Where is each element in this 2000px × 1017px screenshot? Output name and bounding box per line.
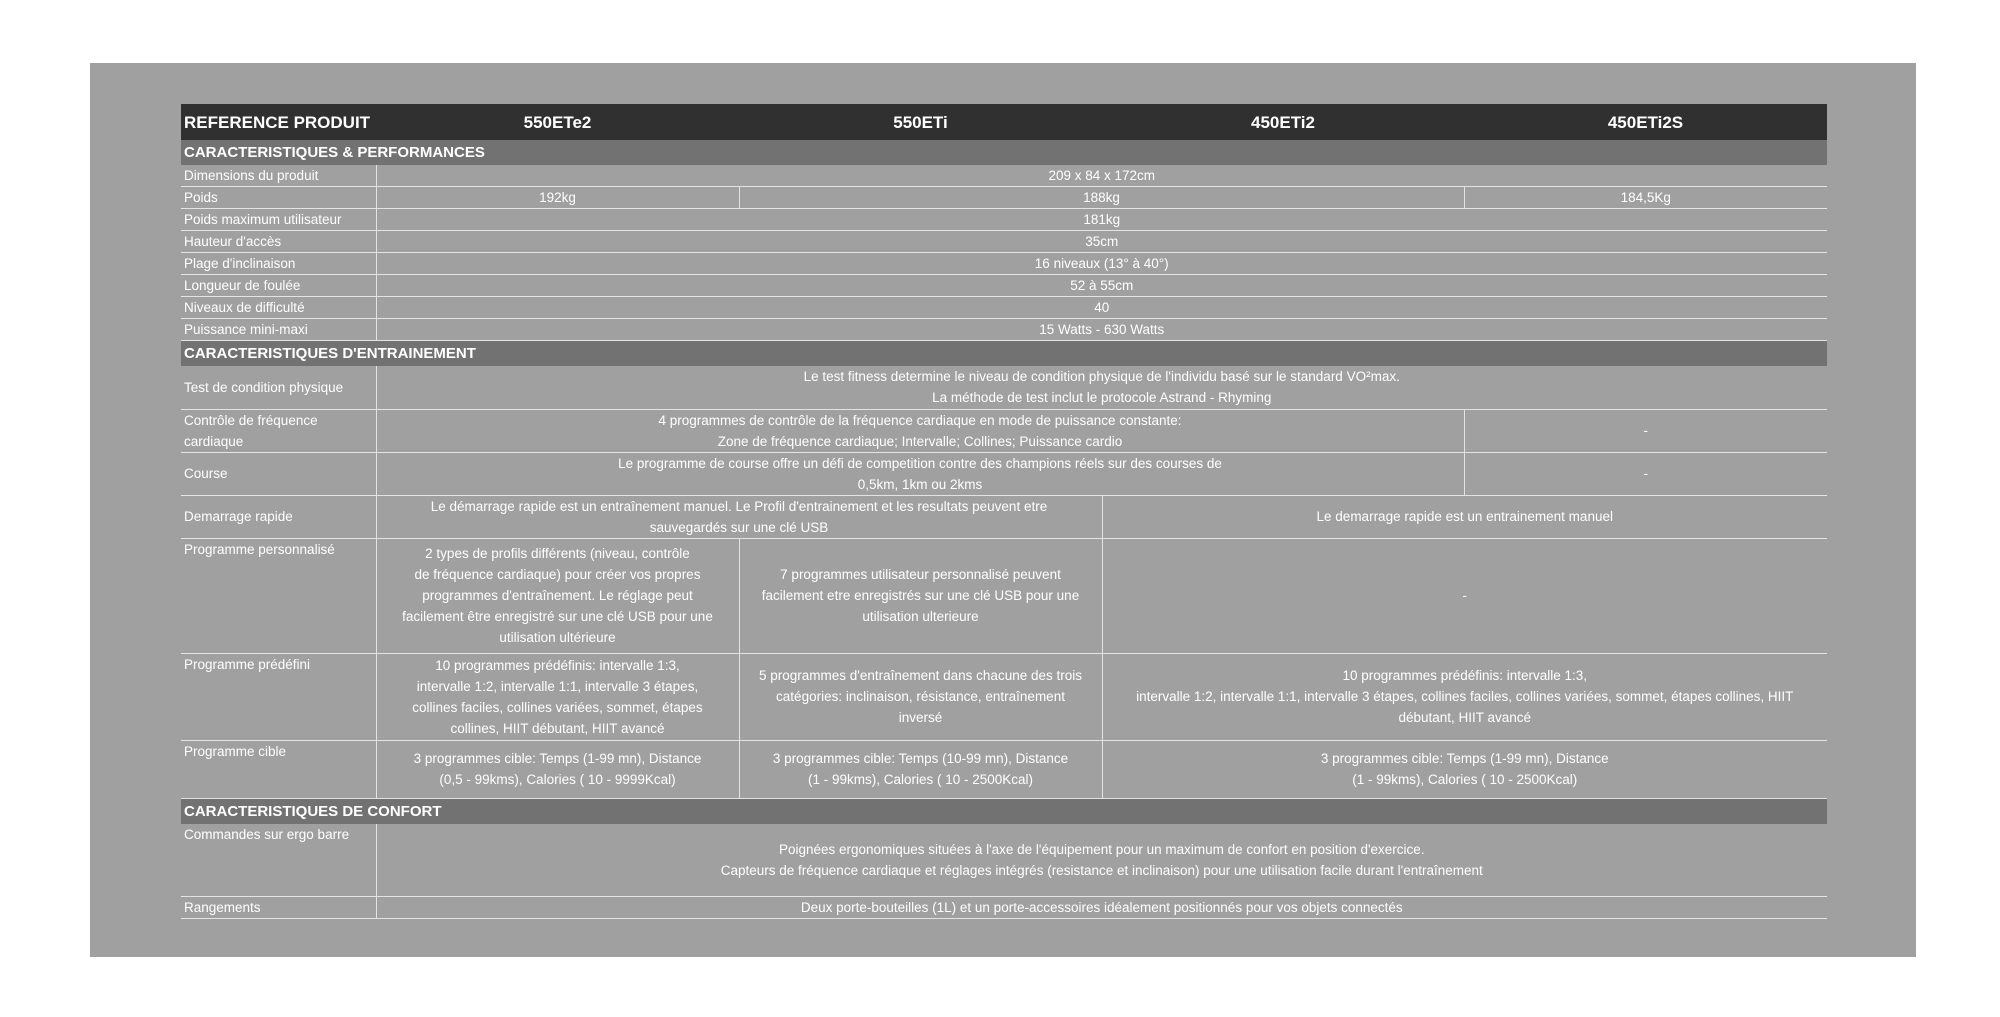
text-line: 10 programmes prédéfinis: intervalle 1:3, — [435, 657, 680, 673]
text-line: programmes d'entraînement. Le réglage peut — [422, 588, 693, 603]
row-value: 188kg — [739, 187, 1464, 209]
row-value — [376, 740, 739, 798]
table-row — [181, 452, 1827, 495]
row-value: 192kg — [376, 187, 739, 209]
reference-header: REFERENCE PRODUIT — [181, 104, 376, 140]
section-performances — [181, 140, 1827, 165]
text-line: utilisation ulterieure — [862, 609, 979, 624]
row-value: 184,5Kg — [1464, 187, 1827, 209]
row-value: 15 Watts - 630 Watts — [376, 319, 1827, 341]
section-title: CARACTERISTIQUES D'ENTRAINEMENT — [181, 341, 1827, 367]
row-label: Commandes sur ergo barre — [181, 824, 376, 897]
text-line: utilisation ultérieure — [499, 630, 616, 645]
text-line: 10 programmes prédéfinis: intervalle 1:3, — [1342, 668, 1588, 683]
text-line: catégories: inclinaison, résistance, entraînement — [776, 689, 1065, 704]
row-value — [376, 366, 1827, 409]
text-line: facilement être enregistré sur une clé USB pour une — [402, 609, 713, 624]
row-value: Le demarrage rapide est un entrainement manuel — [1102, 495, 1827, 538]
model-450eti2s: 450ETi2S — [1464, 104, 1827, 140]
text-line: 0,5km, 1km ou 2kms — [857, 476, 983, 492]
text-line: 3 programmes cible: Temps (1-99 mn), Distance — [1320, 751, 1609, 766]
row-value: 181kg — [376, 209, 1827, 231]
table-row — [181, 231, 1827, 253]
text-line: Le programme de course offre un défi de competition contre des champions réels sur des courses de — [618, 455, 1222, 471]
product-spec-table — [181, 104, 1827, 919]
row-label: Niveaux de difficulté — [181, 297, 376, 319]
table-row — [181, 253, 1827, 275]
row-label: Course — [181, 452, 376, 495]
row-label: Programme cible — [181, 740, 376, 798]
text-line: 2 types de profils différents (niveau, contrôle — [425, 546, 690, 561]
row-value — [376, 824, 1827, 897]
row-value: - — [1464, 452, 1827, 495]
row-value — [739, 538, 1102, 653]
row-value: 40 — [376, 297, 1827, 319]
text-line: Le démarrage rapide est un entraînement manuel. Le Profil d'entrainement et les resultats peuvent etre — [430, 498, 1048, 514]
row-value: 16 niveaux (13° à 40°) — [376, 253, 1827, 275]
header-row — [181, 104, 1827, 140]
table-row — [181, 297, 1827, 319]
row-label — [181, 409, 376, 452]
row-value — [376, 452, 1464, 495]
text-line: débutant, HIIT avancé — [1398, 710, 1532, 725]
text-line: collines faciles, collines variées, sommet, étapes — [412, 699, 703, 715]
model-450eti2: 450ETi2 — [1102, 104, 1464, 140]
label-line: cardiaque — [184, 433, 244, 449]
table-row — [181, 409, 1827, 452]
table-row — [181, 366, 1827, 409]
table-row — [181, 538, 1827, 653]
row-value: Deux porte-bouteilles (1L) et un porte-accessoires idéalement positionnés pour vos objets connectés — [376, 897, 1827, 919]
table-row — [181, 824, 1827, 897]
text-line: (0,5 - 99kms), Calories ( 10 - 9999Kcal) — [439, 772, 676, 787]
row-value: 209 x 84 x 172cm — [376, 165, 1827, 187]
row-label: Demarrage rapide — [181, 495, 376, 538]
table-row — [181, 653, 1827, 740]
section-entrainement — [181, 341, 1827, 367]
row-value — [1102, 740, 1827, 798]
text-line: Le test fitness determine le niveau de condition physique de l'individu basé sur le standard VO²max. — [803, 369, 1400, 385]
row-label: Test de condition physique — [181, 366, 376, 409]
row-label: Dimensions du produit — [181, 165, 376, 187]
text-line: intervalle 1:2, intervalle 1:1, intervalle 3 étapes, — [416, 678, 699, 694]
row-value: - — [1102, 538, 1827, 653]
row-value — [1102, 653, 1827, 740]
table-row — [181, 209, 1827, 231]
row-label: Poids maximum utilisateur — [181, 209, 376, 231]
row-label: Poids — [181, 187, 376, 209]
row-value: 52 à 55cm — [376, 275, 1827, 297]
model-550eti: 550ETi — [739, 104, 1102, 140]
table-row — [181, 187, 1827, 209]
table-row — [181, 319, 1827, 341]
text-line: Capteurs de fréquence cardiaque et réglages intégrés (resistance et inclinaison) pour une utilisation facile durant l'entraînement — [720, 862, 1483, 878]
text-line: La méthode de test inclut le protocole Astrand - Rhyming — [932, 390, 1272, 406]
table-row — [181, 495, 1827, 538]
row-value: 35cm — [376, 231, 1827, 253]
text-line: 3 programmes cible: Temps (1-99 mn), Distance — [413, 751, 702, 766]
section-title: CARACTERISTIQUES DE CONFORT — [181, 798, 1827, 824]
text-line: (1 - 99kms), Calories ( 10 - 2500Kcal) — [807, 772, 1034, 787]
table-row — [181, 275, 1827, 297]
label-line: Contrôle de fréquence — [184, 412, 318, 428]
row-label: Rangements — [181, 897, 376, 919]
section-title: CARACTERISTIQUES & PERFORMANCES — [181, 140, 1827, 165]
text-line: collines, HIIT débutant, HIIT avancé — [450, 720, 665, 736]
row-value — [376, 495, 1102, 538]
text-line: (1 - 99kms), Calories ( 10 - 2500Kcal) — [1352, 772, 1578, 787]
row-value — [739, 653, 1102, 740]
text-line: de fréquence cardiaque) pour créer vos propres — [414, 567, 701, 582]
text-line: 5 programmes d'entraînement dans chacune des trois — [758, 668, 1082, 683]
row-label: Programme prédéfini — [181, 653, 376, 740]
model-550ete2: 550ETe2 — [376, 104, 739, 140]
text-line: sauvegardés sur une clé USB — [649, 519, 829, 535]
table-row — [181, 897, 1827, 919]
table-row — [181, 740, 1827, 798]
text-line: intervalle 1:2, intervalle 1:1, intervalle 3 étapes, collines faciles, collines variées, sommet, étapes collines, HIIT — [1136, 689, 1794, 704]
row-value: - — [1464, 409, 1827, 452]
text-line: Poignées ergonomiques situées à l'axe de l'équipement pour un maximum de confort en position d'exercice. — [778, 841, 1425, 857]
text-line: 4 programmes de contrôle de la fréquence cardiaque en mode de puissance constante: — [658, 412, 1182, 428]
row-label: Plage d'inclinaison — [181, 253, 376, 275]
text-line: facilement etre enregistrés sur une clé USB pour une — [761, 588, 1080, 603]
text-line: 3 programmes cible: Temps (10-99 mn), Distance — [772, 751, 1069, 766]
row-label: Programme personnalisé — [181, 538, 376, 653]
row-value — [376, 538, 739, 653]
text-line: inversé — [898, 710, 943, 725]
text-line: 7 programmes utilisateur personnalisé peuvent — [780, 567, 1061, 582]
row-value — [739, 740, 1102, 798]
row-value — [376, 409, 1464, 452]
text-line: Zone de fréquence cardiaque; Intervalle; Collines; Puissance cardio — [717, 433, 1123, 449]
row-label: Longueur de foulée — [181, 275, 376, 297]
section-confort — [181, 798, 1827, 824]
table-row — [181, 165, 1827, 187]
row-label: Puissance mini-maxi — [181, 319, 376, 341]
row-value — [376, 653, 739, 740]
row-label: Hauteur d'accès — [181, 231, 376, 253]
